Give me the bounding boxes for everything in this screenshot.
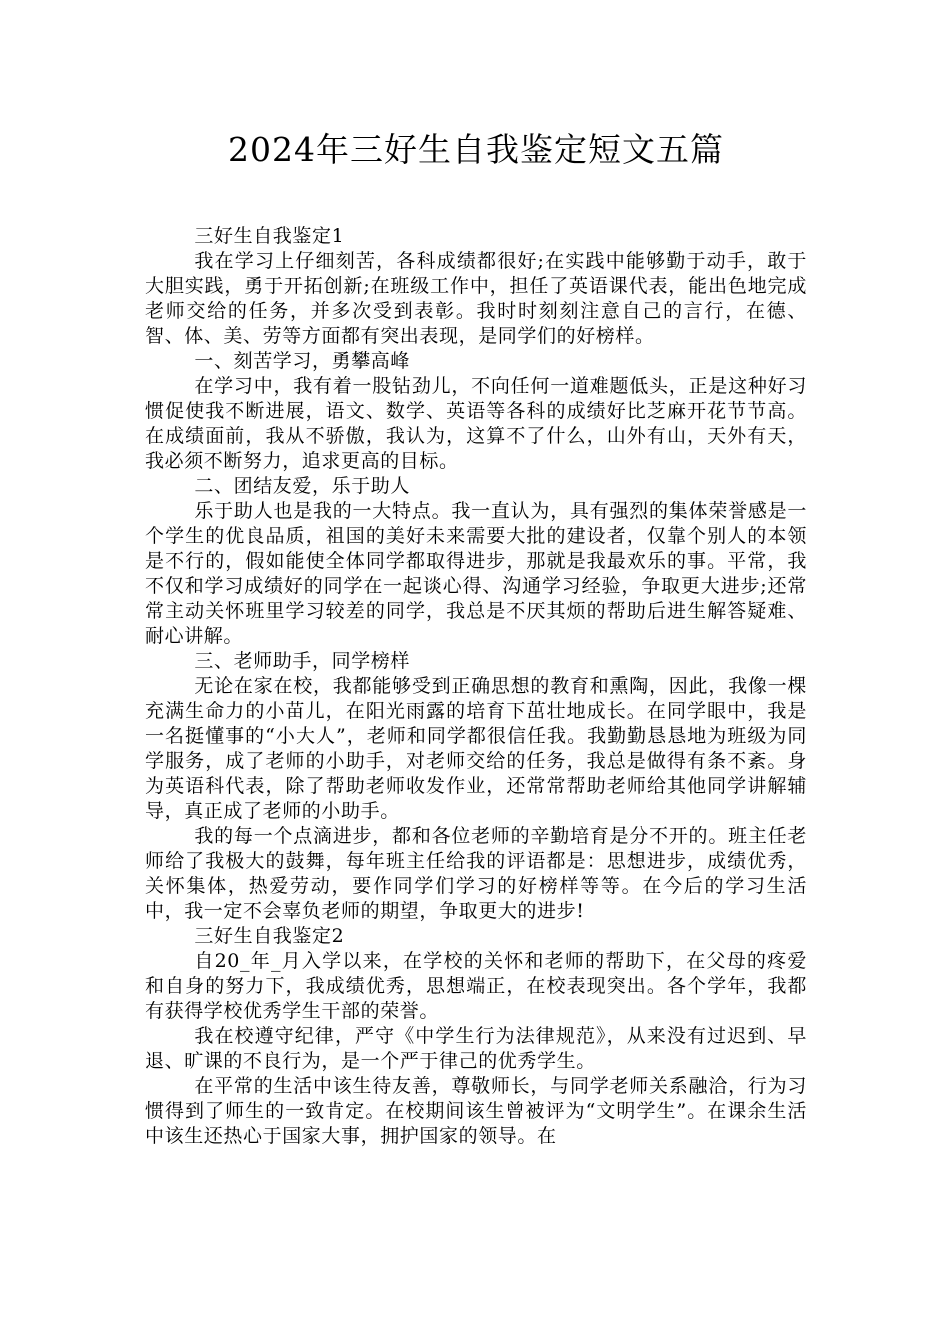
- section-heading: 三好生自我鉴定1: [194, 225, 345, 247]
- body-paragraph: 自20_年_月入学以来，在学校的关怀和老师的帮助下，在父母的疼爱和自身的努力下，我成绩优秀，思想端正，在校表现突出。各个学年，我都有获得学校优秀学生干部的荣誉。: [145, 950, 807, 1022]
- document-body: [145, 224, 807, 1149]
- body-paragraph: 无论在家在校，我都能够受到正确思想的教育和熏陶，因此，我像一棵充满生命力的小苗儿，在阳光雨露的培育下茁壮地成长。在同学眼中，我是一名挺懂事的“小大人”，老师和同学都很信任我。我勤勤恳恳地为班级为同学服务，成了老师的小助手，对老师交给的任务，我总是做得有条不紊。身为英语科代表，除了帮助老师收发作业，还常常帮助老师给其他同学讲解辅导，真正成了老师的小助手。: [145, 675, 807, 822]
- body-paragraph: 我的每一个点滴进步，都和各位老师的辛勤培育是分不开的。班主任老师给了我极大的鼓舞，每年班主任给我的评语都是：思想进步，成绩优秀，关怀集体，热爱劳动，要作同学们学习的好榜样等等。在今后的学习生活中，我一定不会辜负老师的期望，争取更大的进步!: [145, 825, 807, 922]
- body-paragraph: 我在校遵守纪律，严守《中学生行为法律规范》，从来没有过迟到、早退、旷课的不良行为，是一个严于律己的优秀学生。: [145, 1025, 807, 1072]
- body-paragraph: 我在学习上仔细刻苦，各科成绩都很好;在实践中能够勤于动手，敢于大胆实践，勇于开拓创新;在班级工作中，担任了英语课代表，能出色地完成老师交给的任务，并多次受到表彰。我时时刻刻注意自己的言行，在德、智、体、美、劳等方面都有突出表现，是同学们的好榜样。: [145, 250, 807, 347]
- document-title: 2024年三好生自我鉴定短文五篇: [228, 130, 724, 169]
- section-heading: 一、刻苦学习，勇攀高峰: [194, 350, 410, 372]
- document-page: [145, 0, 807, 1344]
- body-paragraph: 乐于助人也是我的一大特点。我一直认为，具有强烈的集体荣誉感是一个学生的优良品质，祖国的美好未来需要大批的建设者，仅靠个别人的本领是不行的，假如能使全体同学都取得进步，那就是我最欢乐的事。平常，我不仅和学习成绩好的同学在一起谈心得、沟通学习经验，争取更大进步;还常常主动关怀班里学习较差的同学，我总是不厌其烦的帮助后进生解答疑难、耐心讲解。: [145, 500, 807, 647]
- body-paragraph: 在平常的生活中该生待友善，尊敬师长，与同学老师关系融洽，行为习惯得到了师生的一致肯定。在校期间该生曾被评为“文明学生”。在课余生活中该生还热心于国家大事，拥护国家的领导。在: [145, 1075, 807, 1147]
- section-heading: 三好生自我鉴定2: [194, 925, 345, 947]
- section-heading: 二、团结友爱，乐于助人: [194, 475, 410, 497]
- body-paragraph: 在学习中，我有着一股钻劲儿，不向任何一道难题低头，正是这种好习惯促使我不断进展，语文、数学、英语等各科的成绩好比芝麻开花节节高。在成绩面前，我从不骄傲，我认为，这算不了什么，山外有山，天外有天，我必须不断努力，追求更高的目标。: [145, 375, 807, 472]
- section-heading: 三、老师助手，同学榜样: [194, 650, 410, 672]
